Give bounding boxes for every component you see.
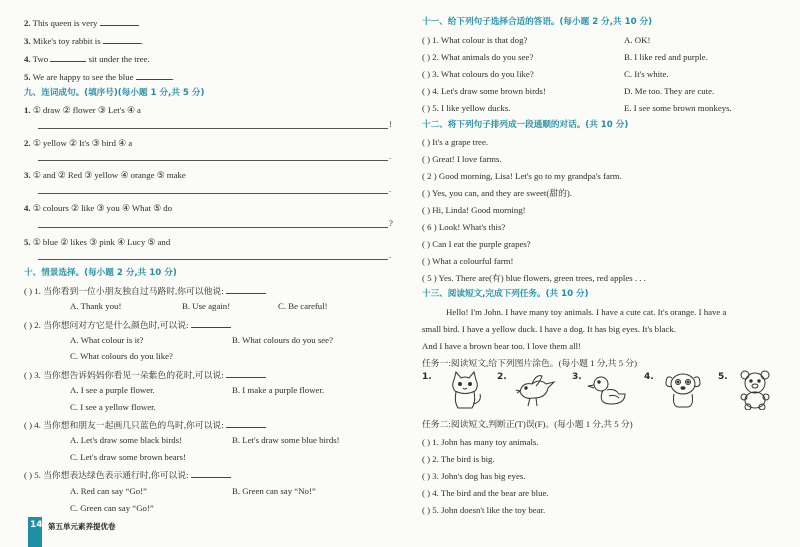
option-b: B. Green can say “No!” [232, 486, 316, 496]
bird-picture[interactable] [512, 370, 558, 410]
answer-blank[interactable] [50, 52, 86, 62]
answer-paren[interactable]: ( ) [422, 205, 431, 215]
question: ( ) 2. 当你想问对方它是什么颜色时,可以说: [24, 318, 231, 331]
pic-number: 2. [497, 372, 507, 382]
answer-line[interactable] [38, 128, 388, 129]
sentence-words: 4. ① colours ② like ③ you ④ What ⑤ do [24, 203, 173, 213]
option-c: C. Be careful! [278, 301, 328, 311]
dialog-line: ( ) Can I eat the purple grapes? [422, 239, 531, 249]
fill-item: 3. Mike's toy rabbit is . [24, 36, 144, 46]
option-a: A. Let's draw some black birds! [70, 435, 183, 445]
option: A. OK! [624, 35, 651, 45]
option-c: C. What colours do you like? [70, 351, 173, 361]
dialog-line: ( ) Yes, you can, and they are sweet(甜的). [422, 188, 573, 198]
answer-blank[interactable] [226, 418, 266, 428]
answer-blank[interactable] [226, 284, 266, 294]
option: C. It's white. [624, 69, 669, 79]
duck-picture[interactable] [585, 370, 631, 410]
answer-line[interactable] [38, 160, 388, 161]
footer-title: 第五单元素养提优卷 [48, 522, 116, 531]
answer-paren[interactable]: ( ) [422, 69, 431, 79]
answer-paren[interactable]: ( ) [422, 488, 431, 498]
option-a: A. Red can say “Go!” [70, 486, 147, 496]
answer-blank[interactable] [226, 368, 266, 378]
pic-number: 1. [422, 372, 432, 382]
dialog-line: ( ) Hi, Linda! Good morning! [422, 205, 526, 215]
answer-paren[interactable]: ( ) [422, 454, 431, 464]
dialog-line: ( 5 ) Yes. There are(有) blue flowers, green trees, red apples . . . [422, 273, 646, 283]
answer-blank[interactable] [103, 34, 141, 44]
answer-paren[interactable]: ( ) [24, 470, 33, 480]
answer-line[interactable] [38, 193, 388, 194]
right-column [402, 0, 800, 547]
answer-line[interactable] [38, 227, 388, 228]
end-punct: ? [389, 218, 393, 228]
answer-paren[interactable]: ( ) [422, 256, 431, 266]
answer-paren[interactable]: ( 5 ) [422, 273, 437, 283]
question: ( ) 5. I like yellow ducks. [422, 103, 511, 113]
question: ( ) 3. What colours do you like? [422, 69, 534, 79]
fill-item: 2. This queen is very . [24, 18, 140, 28]
option-b: B. What colours do you see? [232, 335, 333, 345]
task-1-title: 任务一:阅读短文,给下列图片涂色。(每小题 1 分,共 5 分) [422, 358, 638, 368]
answer-paren[interactable]: ( ) [422, 137, 431, 147]
answer-paren[interactable]: ( ) [422, 471, 431, 481]
answer-blank[interactable] [136, 70, 172, 80]
tf-question: ( ) 5. John doesn't like the toy bear. [422, 505, 546, 515]
option: E. I see some brown monkeys. [624, 103, 732, 113]
section-13-title: 十三、阅读短文,完成下列任务。(共 10 分) [422, 289, 589, 299]
answer-paren[interactable]: ( ) [422, 86, 431, 96]
answer-paren[interactable]: ( ) [422, 239, 431, 249]
sentence-words: 3. ① and ② Red ③ yellow ④ orange ⑤ make [24, 170, 186, 180]
end-punct: . [389, 151, 392, 161]
passage-line: And I have a brown bear too. I love them all! [422, 341, 582, 351]
pic-number: 3. [572, 372, 582, 382]
answer-paren[interactable]: ( ) [24, 370, 33, 380]
answer-paren[interactable]: ( 2 ) [422, 171, 437, 181]
task-2-title: 任务二:阅读短文,判断正(T)误(F)。(每小题 1 分,共 5 分) [422, 419, 633, 429]
option-a: A. What colour is it? [70, 335, 144, 345]
passage-line: Hello! I'm John. I have many toy animals. I have a cute cat. It's orange. I have a [446, 307, 727, 317]
option-c: C. Green can say “Go!” [70, 503, 154, 513]
end-punct: . [389, 250, 392, 260]
option-c: C. Let's draw some brown bears! [70, 452, 186, 462]
page-number: 14 [30, 520, 43, 530]
end-punct: . [389, 184, 392, 194]
question: ( ) 3. 当你想告诉妈妈你看见一朵紫色的花时,可以说: [24, 368, 266, 381]
option-c: C. I see a yellow flower. [70, 402, 156, 412]
tf-question: ( ) 3. John's dog has big eyes. [422, 471, 526, 481]
question: ( ) 5. 当你想表达绿色表示通行时,你可以说: [24, 468, 231, 481]
option-a: A. Thank you! [70, 301, 122, 311]
section-10-title: 十、情景选择。(每小题 2 分,共 10 分) [24, 268, 177, 278]
fill-item: 5. We are happy to see the blue . [24, 72, 174, 82]
dialog-line: ( ) Great! I love farms. [422, 154, 502, 164]
question: ( ) 1. 当你看到一位小朋友独自过马路时,你可以他说: [24, 284, 266, 297]
option-b: B. Use again! [182, 301, 231, 311]
section-11-title: 十一、给下列句子选择合适的答语。(每小题 2 分,共 10 分) [422, 17, 653, 27]
answer-line[interactable] [38, 259, 388, 260]
tf-question: ( ) 4. The bird and the bear are blue. [422, 488, 549, 498]
option-b: B. Let's draw some blue birds! [232, 435, 340, 445]
pic-number: 5. [718, 372, 728, 382]
answer-blank[interactable] [100, 16, 138, 26]
answer-blank[interactable] [191, 468, 231, 478]
question: ( ) 2. What animals do you see? [422, 52, 534, 62]
answer-paren[interactable]: ( ) [422, 52, 431, 62]
cat-picture[interactable] [442, 370, 488, 410]
answer-paren[interactable]: ( ) [24, 286, 33, 296]
dialog-line: ( 6 ) Look! What's this? [422, 222, 506, 232]
question: ( ) 4. 当你想和朋友一起画几只蓝色的鸟时,你可以说: [24, 418, 266, 431]
sentence-words: 2. ① yellow ② It's ③ bird ④ a [24, 138, 133, 148]
option-b: B. I make a purple flower. [232, 385, 325, 395]
dog-picture[interactable] [660, 370, 706, 410]
dialog-line: ( 2 ) Good morning, Lisa! Let's go to my grandpa's farm. [422, 171, 622, 181]
option: B. I like red and purple. [624, 52, 708, 62]
option: D. Me too. They are cute. [624, 86, 715, 96]
answer-paren[interactable]: ( ) [24, 320, 33, 330]
answer-paren[interactable]: ( ) [422, 505, 431, 515]
end-punct: ! [389, 119, 392, 129]
section-12-title: 十二、将下列句子排列成一段通顺的对话。(共 10 分) [422, 120, 629, 130]
tf-question: ( ) 1. John has many toy animals. [422, 437, 539, 447]
answer-paren[interactable]: ( ) [422, 188, 431, 198]
tf-question: ( ) 2. The bird is big. [422, 454, 495, 464]
section-9-title: 九、连词成句。(填序号)(每小题 1 分,共 5 分) [24, 88, 205, 98]
pic-number: 4. [644, 372, 654, 382]
option-a: A. I see a purple flower. [70, 385, 155, 395]
answer-paren[interactable]: ( ) [422, 103, 431, 113]
fill-item: 4. Two sit under the tree. [24, 54, 150, 64]
passage-line: small bird. I have a yellow duck. I have a dog. It has big eyes. It's black. [422, 324, 676, 334]
sentence-words: 1. ① draw ② flower ③ Let's ④ a [24, 105, 141, 115]
answer-paren[interactable]: ( ) [422, 437, 431, 447]
answer-paren[interactable]: ( ) [422, 154, 431, 164]
answer-paren[interactable]: ( ) [24, 420, 33, 430]
answer-paren[interactable]: ( 6 ) [422, 222, 437, 232]
sentence-words: 5. ① blue ② likes ③ pink ④ Lucy ⑤ and [24, 237, 171, 247]
dialog-line: ( ) What a colourful farm! [422, 256, 514, 266]
question: ( ) 4. Let's draw some brown birds! [422, 86, 546, 96]
answer-blank[interactable] [191, 318, 231, 328]
dialog-line: ( ) It's a grape tree. [422, 137, 489, 147]
question: ( ) 1. What colour is that dog? [422, 35, 528, 45]
answer-paren[interactable]: ( ) [422, 35, 431, 45]
bear-picture[interactable] [732, 370, 778, 410]
